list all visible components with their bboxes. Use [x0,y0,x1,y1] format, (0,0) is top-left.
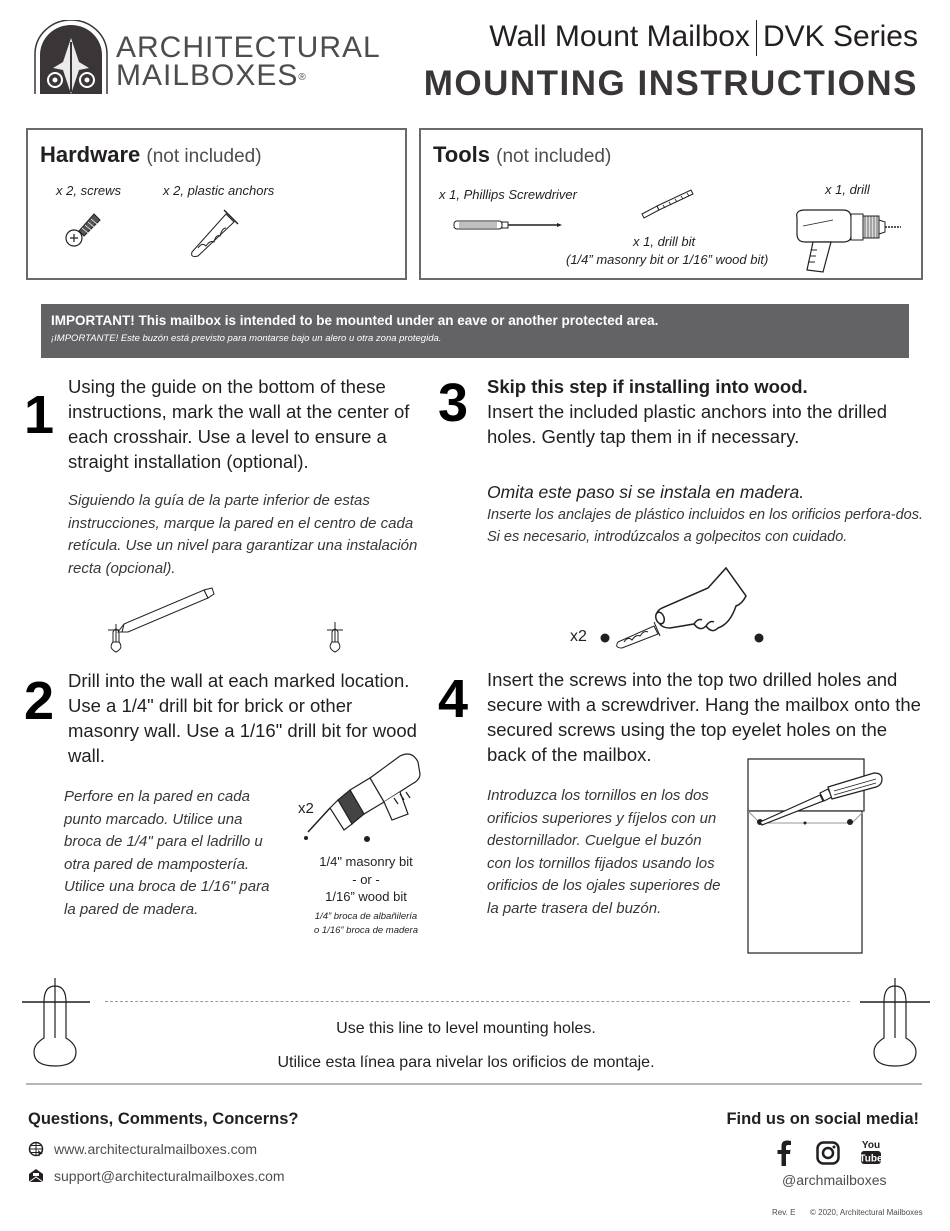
email-contact[interactable] [28,1168,285,1184]
title-separator [756,20,757,56]
step-3-multiplier: x2 [570,628,587,645]
tools-box [419,128,923,280]
hardware-note: (not included) [146,146,262,167]
important-notice-en: IMPORTANT! This mailbox is intended to be mounted under an eave or another protected area. [51,313,659,328]
anchor-tap-illustration [598,560,778,655]
hardware-item-anchors-label: x 2, plastic anchors [163,183,275,198]
step-3-text-en: Insert the included plastic anchors into the drilled holes. Gently tap them in if necessary. [487,401,888,447]
step-1-number: 1 [24,385,55,445]
step-2-multiplier: x2 [298,800,314,817]
bit-caption-masonry: 1/4" masonry bit [319,854,413,869]
crosshair-right [327,622,343,652]
step-4-number: 4 [438,669,469,729]
website-contact[interactable] [28,1141,257,1157]
important-notice-es: ¡IMPORTANTE! Este buzón está previsto para montarse bajo un alero u otra zona protegida. [51,333,442,344]
step-3-number: 3 [438,373,469,433]
step-2-text-es: Perfore en la pared en cada punto marcado. Utilice una broca de 1/4" para el ladrillo u otra pared de mampostería. Utilice una broca de 1/16" para la pared de madera. [64,788,270,918]
drill-bit-icon [639,186,695,225]
step-4-text-en: Insert the screws into the top two drilled holes and secure with a screwdriver. Hang the mailbox onto the secured screws using the top eyelet holes on the back of the mailbox. [487,669,921,765]
bit-caption-wood: 1/16” wood bit [325,889,407,904]
footer-divider [26,1083,922,1085]
hardware-item-screws-label: x 2, screws [56,183,122,198]
revision-label: Rev. E [772,1208,796,1217]
envelope-icon [28,1168,44,1184]
email-link[interactable]: support@architecturalmailboxes.com [54,1168,285,1184]
mailbox-body [748,811,862,953]
drill-icon [793,206,903,279]
step-4-text-es: Introduzca los tornillos en los dos orificios superiores y fíjelos con un destornillador. Cuelgue el buzón con los tornillos fijados usando los orificios de los ojales superiores de la parte trasera del buzón. [487,787,721,917]
step-3-text-es: Inserte los anclajes de plástico incluidos en los orificios perfora-dos. Si es necesario, introdúzcalos a golpecitos con cuidado. [487,507,924,545]
step-1-text-es: Siguiendo la guía de la parte inferior de estas instrucciones, marque la pared en el centro de cada retícula. Use un nivel para garantizar una instalación recta (opcional). [68,492,418,577]
screw-icon [64,206,106,253]
step-3-heading-en: Skip this step if installing into wood. [487,376,808,397]
screwdriver-icon [453,218,565,237]
tool-drill-bit-sublabel: (1/4” masonry bit or 1/16” wood bit) [566,252,769,267]
product-series: DVK Series [762,20,918,53]
plastic-anchor-icon [186,202,246,263]
social-handle[interactable]: @archmailboxes [782,1172,887,1188]
step-3-heading-es: Omita este paso si se instala en madera. [487,482,805,502]
mailbox-mounting-illustration [744,757,886,962]
drill-illustration [300,748,424,853]
brand-line-1: ARCHITECTURAL [116,31,381,64]
social-heading: Find us on social media! [726,1110,919,1128]
globe-icon [28,1141,44,1157]
step-2-text-en: Drill into the wall at each marked location. Use a 1/4" drill bit for brick or other masonry wall. Use a 1/16" drill bit for wood wall. [68,670,417,766]
document-subtitle: MOUNTING INSTRUCTIONS [423,64,918,103]
bit-caption-es-1: 1/4” broca de albañilería [314,911,418,922]
tools-title-text: Tools [433,142,491,167]
brand-line-2: MAILBOXES [116,59,299,92]
hardware-title-text: Hardware [40,142,141,167]
hardware-box [26,128,407,280]
step-1-text-en: Using the guide on the bottom of these instructions, mark the wall at the center of each crosshair. Use a level to ensure a straight installation (optional). [68,376,410,472]
tools-title [433,142,611,168]
important-banner [41,304,909,358]
hand-icon [654,568,746,631]
product-name: Wall Mount Mailbox [489,20,750,53]
level-guide-text-en: Use this line to level mounting holes. [336,1020,596,1037]
drill-hole-dot [364,836,370,842]
step-2-bit-caption [306,853,426,906]
step-2-number: 2 [24,671,55,731]
document-title [489,20,918,56]
bit-caption-or: - or - [352,871,380,887]
tools-note: (not included) [496,146,612,167]
level-guide-line [105,1001,850,1002]
registered-mark: ® [298,72,307,83]
instagram-icon[interactable] [816,1141,840,1170]
website-link[interactable]: www.architecturalmailboxes.com [54,1141,258,1157]
questions-heading: Questions, Comments, Concerns? [28,1110,299,1128]
pencil-icon [118,588,214,632]
level-guide-text-es: Utilice esta línea para nivelar los orificios de montaje. [277,1054,655,1071]
copyright-notice: © 2020, Architectural Mailboxes [810,1208,923,1217]
step-3-body-es [487,480,927,548]
tool-drill-label: x 1, drill [825,182,870,197]
brand-wordmark [116,31,381,92]
bit-caption-es-2: o 1/16” broca de madera [313,925,419,936]
tool-drill-bit-label: x 1, drill bit [633,234,696,249]
facebook-icon[interactable] [776,1140,792,1171]
tool-screwdriver-label: x 1, Phillips Screwdriver [439,187,577,202]
youtube-icon[interactable] [860,1138,882,1171]
step-3-body-en [487,374,927,449]
step-2-bit-caption-es [298,910,434,938]
pencil-marking-illustration [100,586,360,659]
brand-logo-icon [33,20,109,94]
svg-text:Tube: Tube [860,1153,882,1165]
hardware-title [40,142,262,168]
svg-text:You: You [861,1140,881,1151]
